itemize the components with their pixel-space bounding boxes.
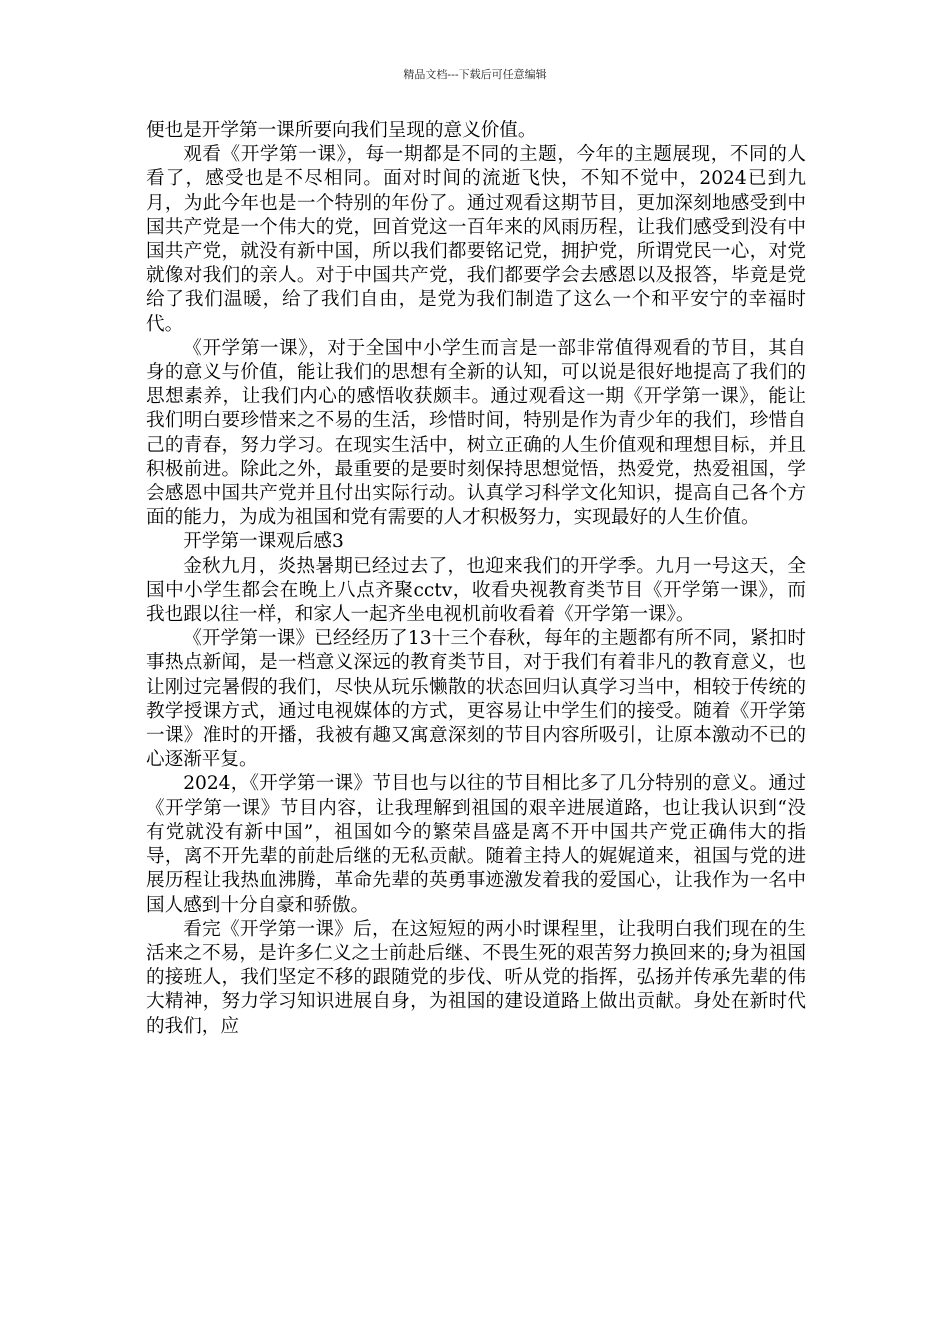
paragraph-1: 便也是开学第一课所要向我们呈现的意义价值。: [146, 120, 537, 141]
section-heading: 开学第一课观后感3: [183, 531, 344, 553]
page-header: 精品文档---下载后可任意编辑: [403, 68, 547, 81]
paragraph-2: 观看《开学第一课》，每一期都是不同的主题，今年的主题展现，不同的人看了，感受也是不尽相同。面对时间的流逝飞快，不知不觉中，2024已到九月，为此今年也是一个特别的年份了。通过观看这期节目，更加深刻地感受到中国共产党是一个伟大的党，回首党这一百年来的风雨历程，让我们感受到没有中国共产党，就没有新中国，所以我们都要铭记党，拥护党，所谓党民一心，对党就像对我们的亲人。对于中国共产党，我们都要学会去感恩以及报答，毕竟是党给了我们温暖，给了我们自由，是党为我们制造了这么一个和平安宁的幸福时代。: [146, 144, 806, 335]
paragraph-3: 《开学第一课》，对于全国中小学生而言是一部非常值得观看的节目，其自身的意义与价值，能让我们的思想有全新的认知，可以说是很好地提高了我们的思想素养，让我们内心的感悟收获颇丰。通过观看这一期《开学第一课》，能让我们明白要珍惜来之不易的生活，珍惜时间，特别是作为青少年的我们，珍惜自己的青春，努力学习。在现实生活中，树立正确的人生价值观和理想目标，并且积极前进。除此之外，最重要的是要时刻保持思想觉悟，热爱党，热爱祖国，学会感恩中国共产党并且付出实际行动。认真学习科学文化知识，提高自己各个方面的能力，为成为祖国和党有需要的人才积极努力，实现最好的人生价值。: [146, 337, 806, 529]
paragraph-5: 《开学第一课》已经经历了13十三个春秋，每年的主题都有所不同，紧扣时事热点新闻，是一档意义深远的教育类节目，对于我们有着非凡的教育意义，也让刚过完暑假的我们，尽快从玩乐懒散的状态回归认真学习当中，相较于传统的教学授课方式，通过电视媒体的方式，更容易让中学生们的接受。随着《开学第一课》准时的开播，我被有趣又寓意深刻的节目内容所吸引，让原本激动不已的心逐渐平复。: [146, 628, 806, 771]
document-body: [146, 119, 806, 1039]
paragraph-7: 看完《开学第一课》后，在这短短的两小时课程里，让我明白我们现在的生活来之不易，是许多仁义之士前赴后继、不畏生死的艰苦努力换回来的;身为祖国的接班人，我们坚定不移的跟随党的步伐、听从党的指挥，弘扬并传承先辈的伟大精神，努力学习知识进展自身，为祖国的建设道路上做出贡献。身处在新时代的我们，应: [146, 918, 806, 1037]
paragraph-6: 2024，《开学第一课》节目也与以往的节目相比多了几分特别的意义。通过《开学第一课》节目内容，让我理解到祖国的艰辛进展道路，也让我认识到“没有党就没有新中国”，祖国如今的繁荣昌盛是离不开中国共产党正确伟大的指导，离不开先辈的前赴后继的无私贡献。随着主持人的娓娓道来，祖国与党的进展历程让我热血沸腾，革命先辈的英勇事迹激发着我的爱国心，让我作为一名中国人感到十分自豪和骄傲。: [146, 773, 806, 916]
paragraph-4: 金秋九月，炎热暑期已经过去了，也迎来我们的开学季。九月一号这天，全国中小学生都会在晚上八点齐聚cctv，收看央视教育类节目《开学第一课》，而我也跟以往一样，和家人一起齐坐电视机前收看着《开学第一课》。: [146, 555, 806, 626]
